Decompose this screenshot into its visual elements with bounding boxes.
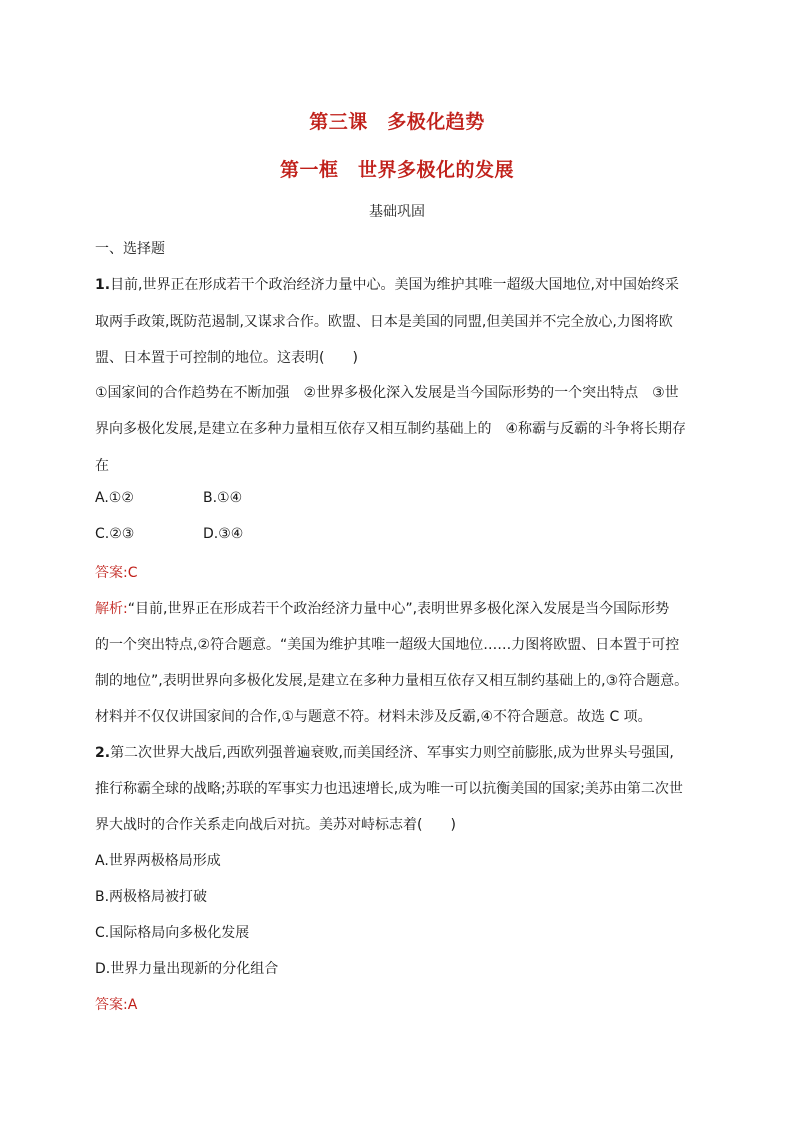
analysis-line: 解析:“目前,世界正在形成若干个政治经济力量中心”,表明世界多极化深入发展是当今国际形势	[95, 601, 670, 617]
option-b: B.①④	[203, 490, 243, 506]
option-d: D.③④	[203, 526, 244, 542]
answer-value: C	[127, 565, 138, 581]
statement-line: ①国家间的合作趋势在不断加强 ②世界多极化深入发展是当今国际形势的一个突出特点 ③世	[95, 385, 679, 401]
lesson-title: 第三课 多极化趋势	[309, 111, 485, 133]
option-a: A.①②	[95, 490, 134, 506]
section-heading: 基础巩固	[369, 204, 425, 220]
analysis-line: 的一个突出特点,②符合题意。“美国为维护其唯一超级大国地位……力图将欧盟、日本置于可控	[95, 637, 680, 653]
option-row	[95, 490, 243, 506]
question-2-line: 界大战时的合作关系走向战后对抗。美苏对峙标志着( )	[95, 817, 456, 833]
question-2-line: 推行称霸全球的战略;苏联的军事实力也迅速增长,成为唯一可以抗衡美国的国家;美苏由第二次世	[95, 781, 683, 797]
option-c: C.②③	[95, 526, 135, 542]
analysis-line: 材料并不仅仅讲国家间的合作,①与题意不符。材料未涉及反霸,④不符合题意。故选 C 项。	[95, 709, 652, 725]
answer-value: A	[127, 997, 138, 1013]
statement-line: 界向多极化发展,是建立在多种力量相互依存又相互制约基础上的 ④称霸与反霸的斗争将长期存	[95, 421, 686, 437]
answer-line: 答案:A	[95, 997, 138, 1013]
statement-line: 在	[95, 458, 109, 474]
question-1-line: 取两手政策,既防范遏制,又谋求合作。欧盟、日本是美国的同盟,但美国并不完全放心,力图将欧	[95, 314, 673, 330]
question-number: 1.	[95, 277, 111, 293]
option-b: B.两极格局被打破	[95, 889, 208, 905]
part-heading: 一、选择题	[95, 241, 165, 257]
question-1-line: 盟、日本置于可控制的地位。这表明( )	[95, 350, 358, 366]
option-a: A.世界两极格局形成	[95, 853, 221, 869]
option-row	[95, 526, 244, 542]
question-1-line: 1.目前,世界正在形成若干个政治经济力量中心。美国为维护其唯一超级大国地位,对中国始终采	[95, 277, 679, 293]
section-title: 第一框 世界多极化的发展	[279, 159, 514, 181]
analysis-label: 解析:	[95, 601, 128, 617]
option-c: C.国际格局向多极化发展	[95, 925, 250, 941]
question-2-line: 2.第二次世界大战后,西欧列强普遍衰败,而美国经济、军事实力则空前膨胀,成为世界头号强国,	[95, 745, 674, 761]
answer-line: 答案:C	[95, 565, 138, 581]
analysis-line: 制的地位”,表明世界向多极化发展,是建立在多种力量相互依存又相互制约基础上的,③符合题意。	[95, 673, 689, 689]
option-d: D.世界力量出现新的分化组合	[95, 961, 279, 977]
question-number: 2.	[95, 745, 111, 761]
